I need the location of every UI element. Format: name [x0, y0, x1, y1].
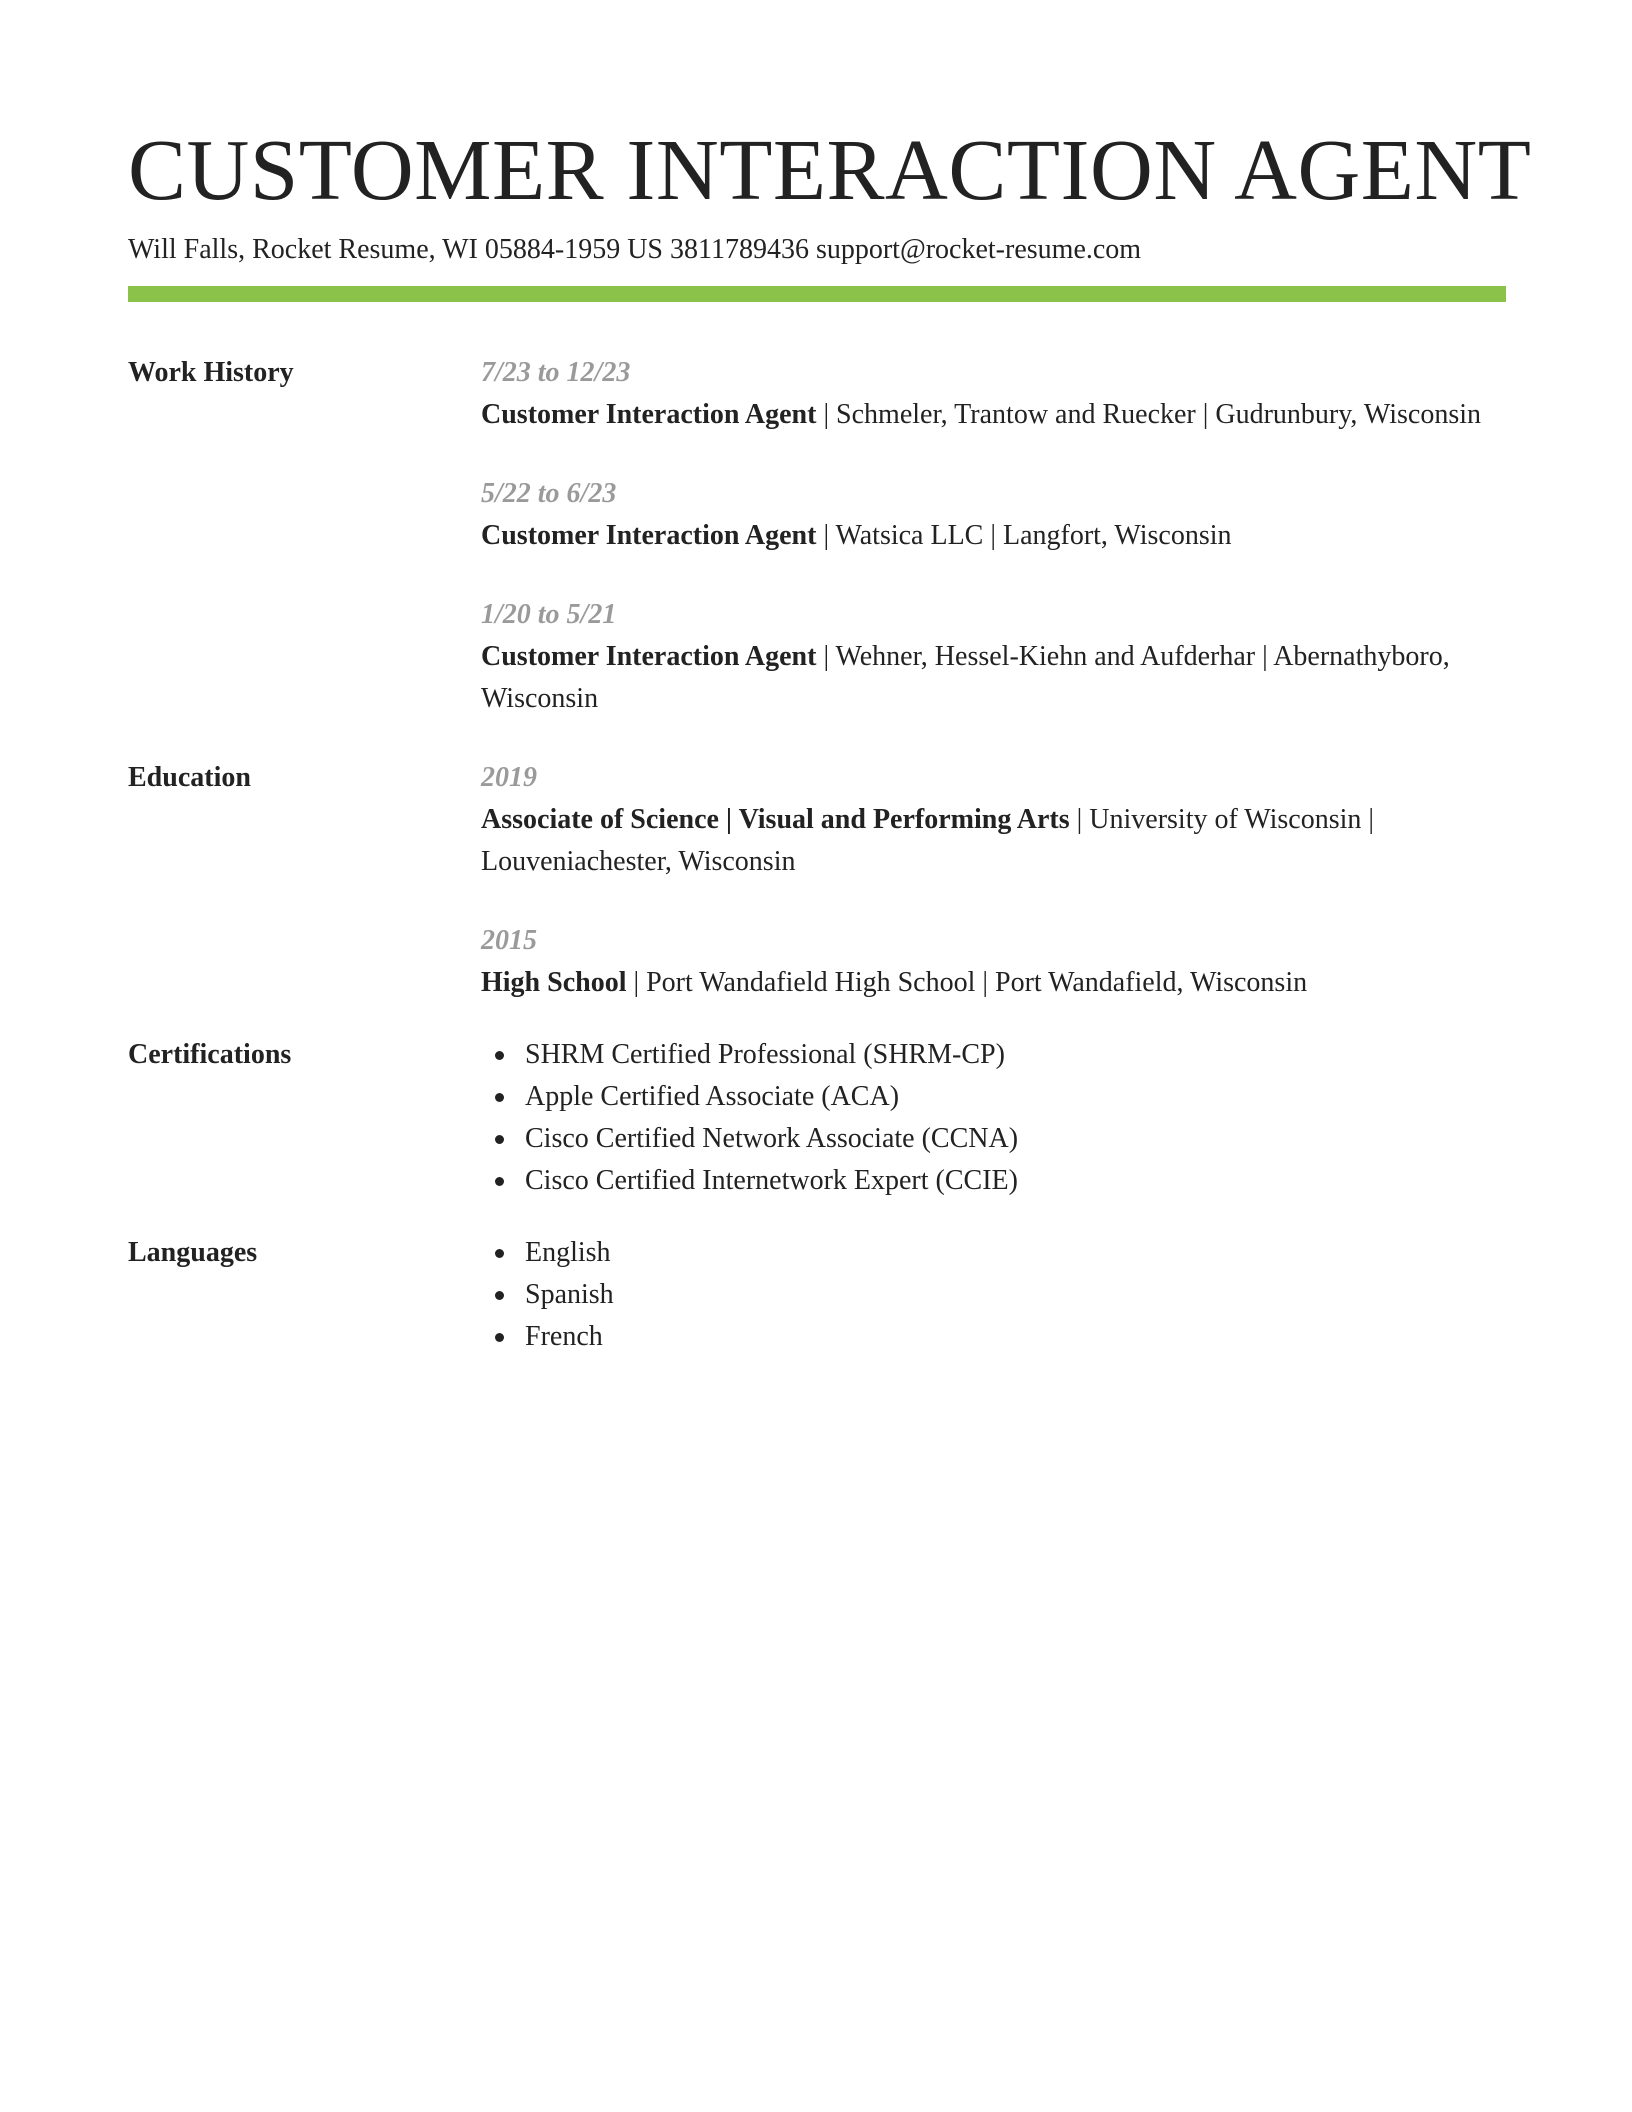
entry-dates: 2015: [481, 925, 537, 956]
entry-details: | University of Wisconsin | Louveniachester, Wisconsin: [481, 804, 1374, 877]
bullet-icon: [495, 1051, 504, 1060]
entry-title: Customer Interaction Agent: [481, 399, 817, 430]
resume-page: [128, 118, 1532, 1358]
education-entries: [481, 757, 1506, 1004]
languages-list: [481, 1232, 1506, 1358]
list-item: [481, 1076, 1506, 1118]
work-entry: [481, 473, 1506, 557]
bullet-icon: [495, 1135, 504, 1144]
resume-title: CUSTOMER INTERACTION AGENT: [128, 121, 1532, 218]
certification-text: Apple Certified Associate (ACA): [525, 1081, 900, 1112]
entry-description: [481, 636, 1506, 720]
entry-description: [481, 962, 1506, 1004]
certifications-list-wrap: [481, 1034, 1506, 1202]
certification-text: Cisco Certified Network Associate (CCNA): [525, 1123, 1019, 1154]
work-history-entries: [481, 352, 1506, 720]
entry-title: High School: [481, 967, 627, 998]
language-text: English: [525, 1237, 611, 1268]
section-label-languages: Languages: [128, 1237, 258, 1268]
entry-description: [481, 799, 1506, 883]
entry-dates: 5/22 to 6/23: [481, 478, 617, 509]
entry-details: | Watsica LLC | Langfort, Wisconsin: [816, 520, 1232, 551]
entry-dates: 1/20 to 5/21: [481, 599, 617, 630]
list-item: [481, 1160, 1506, 1202]
entry-title: Customer Interaction Agent: [481, 641, 817, 672]
education-entry: [481, 920, 1506, 1004]
certifications-section: [128, 1034, 1506, 1202]
language-text: Spanish: [525, 1279, 614, 1310]
certification-text: Cisco Certified Internetwork Expert (CCIE): [525, 1165, 1018, 1196]
section-label-work-history: Work History: [128, 357, 294, 388]
list-item: [481, 1118, 1506, 1160]
languages-list-wrap: [481, 1232, 1506, 1358]
work-history-section: [128, 352, 1506, 720]
entry-details: | Wehner, Hessel-Kiehn and Aufderhar | Abernathyboro, Wisconsin: [481, 641, 1450, 714]
entry-details: | Port Wandafield High School | Port Wandafield, Wisconsin: [626, 967, 1308, 998]
section-label-education: Education: [128, 762, 251, 793]
entry-dates: 7/23 to 12/23: [481, 357, 631, 388]
certification-text: SHRM Certified Professional (SHRM-CP): [525, 1039, 1005, 1070]
languages-section: [128, 1232, 1506, 1358]
section-label-certifications: Certifications: [128, 1039, 292, 1070]
entry-description: [481, 515, 1506, 557]
language-text: French: [525, 1321, 603, 1352]
entry-details: | Schmeler, Trantow and Ruecker | Gudrunbury, Wisconsin: [816, 399, 1481, 430]
entry-description: [481, 394, 1506, 436]
education-entry: [481, 757, 1506, 883]
list-item: [481, 1274, 1506, 1316]
entry-title: Customer Interaction Agent: [481, 520, 817, 551]
bullet-icon: [495, 1093, 504, 1102]
entry-dates: 2019: [481, 762, 537, 793]
list-item: [481, 1034, 1506, 1076]
work-entry: [481, 352, 1506, 436]
bullet-icon: [495, 1249, 504, 1258]
education-section: [128, 757, 1506, 1004]
bullet-icon: [495, 1291, 504, 1300]
entry-title: Associate of Science | Visual and Performing Arts: [481, 804, 1070, 835]
list-item: [481, 1316, 1506, 1358]
contact-line: Will Falls, Rocket Resume, WI 05884-1959 US 3811789436 support@rocket-resume.com: [128, 234, 1142, 265]
certifications-list: [481, 1034, 1506, 1202]
work-entry: [481, 594, 1506, 720]
bullet-icon: [495, 1333, 504, 1342]
bullet-icon: [495, 1177, 504, 1186]
accent-divider: [128, 286, 1506, 302]
list-item: [481, 1232, 1506, 1274]
